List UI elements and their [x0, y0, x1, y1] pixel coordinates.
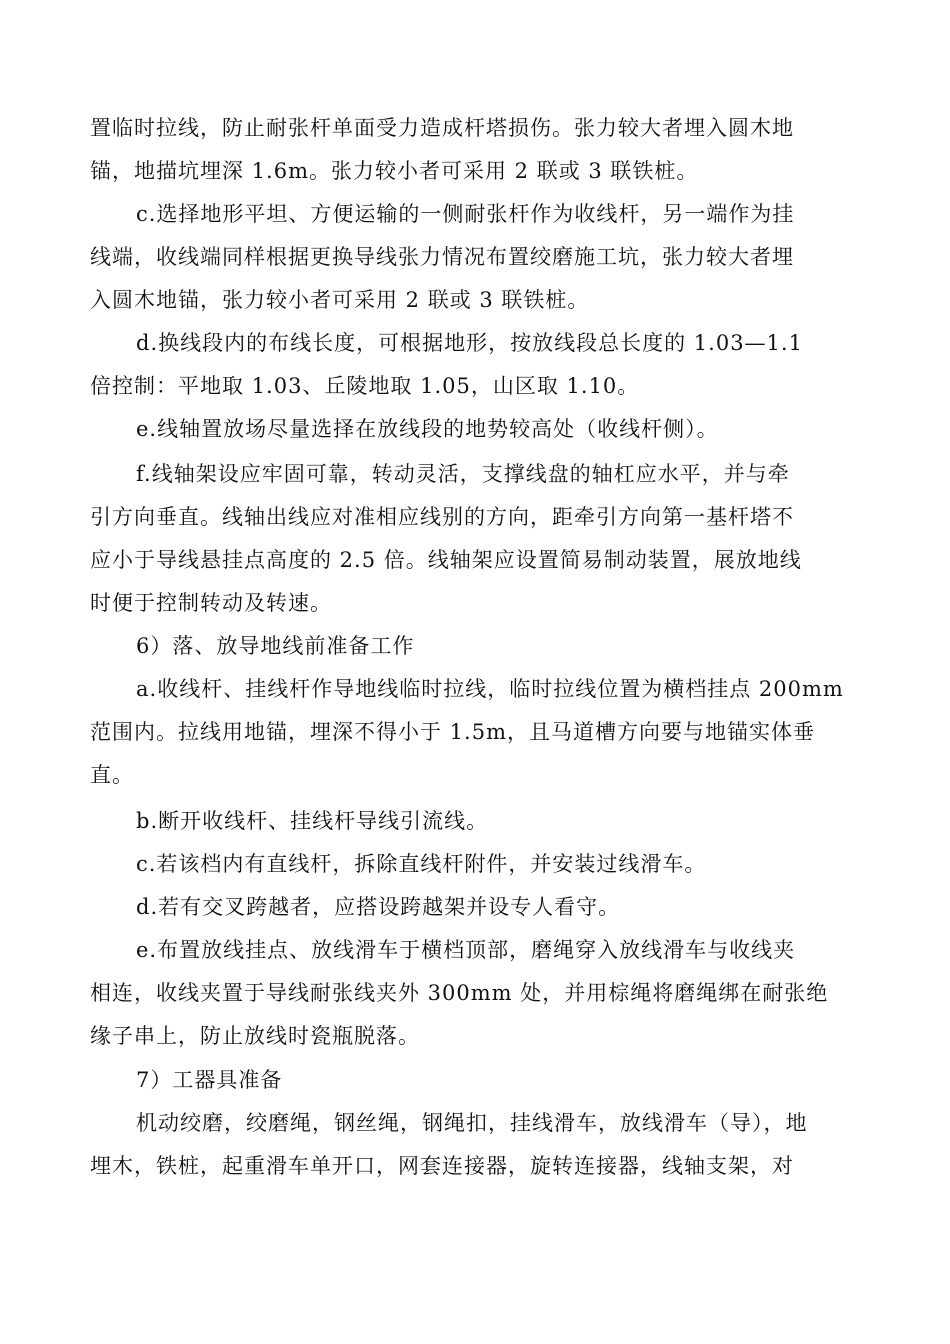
text-line: 引方向垂直。线轴出线应对准相应线别的方向，距牵引方向第一基杆塔不 [90, 505, 794, 529]
text-line: e.布置放线挂点、放线滑车于横档顶部，磨绳穿入放线滑车与收线夹 [136, 938, 796, 962]
text-line: 范围内。拉线用地锚，埋深不得小于 1.5m，且马道槽方向要与地锚实体垂 [90, 720, 815, 744]
text-line: b.断开收线杆、挂线杆导线引流线。 [136, 809, 489, 833]
text-line: 锚，地描坑埋深 1.6m。张力较小者可采用 2 联或 3 联铁桩。 [90, 159, 699, 183]
section-heading: 7）工器具准备 [136, 1068, 283, 1092]
text-line: d.若有交叉跨越者，应搭设跨越架并设专人看守。 [136, 895, 621, 919]
text-line: a.收线杆、挂线杆作导地线临时拉线，临时拉线位置为横档挂点 200mm [136, 677, 844, 701]
text-line: 时便于控制转动及转速。 [90, 591, 332, 615]
text-line: e.线轴置放场尽量选择在放线段的地势较高处（收线杆侧）。 [136, 417, 719, 441]
text-line: f.线轴架设应牢固可靠，转动灵活，支撑线盘的轴杠应水平，并与牵 [136, 462, 790, 486]
text-line: 应小于导线悬挂点高度的 2.5 倍。线轴架应设置简易制动装置，展放地线 [90, 548, 802, 572]
text-line: 直。 [90, 763, 134, 787]
text-line: 埋木，铁桩，起重滑车单开口，网套连接器，旋转连接器，线轴支架，对 [90, 1154, 794, 1178]
section-heading: 6）落、放导地线前准备工作 [136, 634, 415, 658]
text-line: d.换线段内的布线长度，可根据地形，按放线段总长度的 1.03—1.1 [136, 331, 803, 355]
text-line: 置临时拉线，防止耐张杆单面受力造成杆塔损伤。张力较大者埋入圆木地 [90, 116, 794, 140]
text-line: 相连，收线夹置于导线耐张线夹外 300mm 处，并用棕绳将磨绳绑在耐张绝 [90, 981, 829, 1005]
text-line: c.若该档内有直线杆，拆除直线杆附件，并安装过线滑车。 [136, 852, 707, 876]
text-line: 倍控制：平地取 1.03、丘陵地取 1.05，山区取 1.10。 [90, 374, 640, 398]
text-line: 缘子串上，防止放线时瓷瓶脱落。 [90, 1024, 420, 1048]
text-line: 机动绞磨，绞磨绳，钢丝绳，钢绳扣，挂线滑车，放线滑车（导），地 [136, 1111, 808, 1135]
text-line: 线端，收线端同样根据更换导线张力情况布置绞磨施工坑，张力较大者埋 [90, 245, 794, 269]
text-line: c.选择地形平坦、方便运输的一侧耐张杆作为收线杆，另一端作为挂 [136, 202, 795, 226]
text-line: 入圆木地锚，张力较小者可采用 2 联或 3 联铁桩。 [90, 288, 590, 312]
